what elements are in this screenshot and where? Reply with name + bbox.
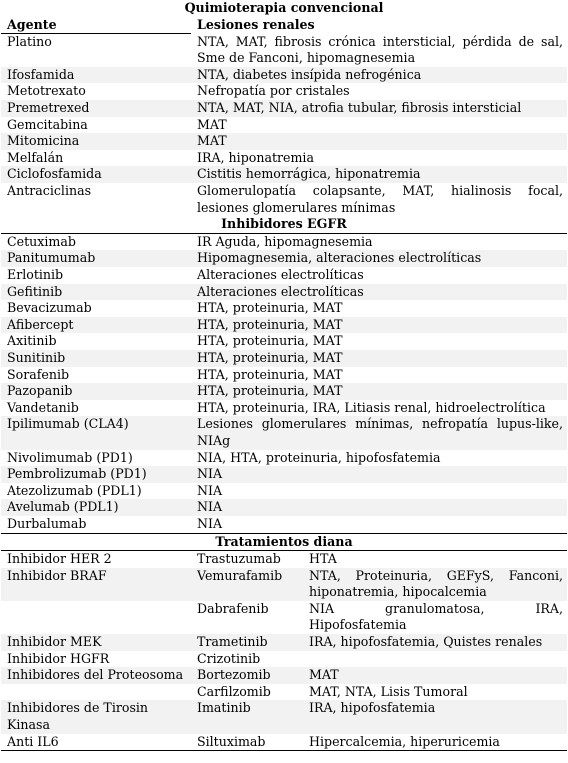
agent-cell: Antraciclinas [7, 183, 92, 199]
table-row [1, 350, 567, 367]
lesion-cell: HTA, proteinuria, MAT [191, 317, 567, 334]
table-row [1, 568, 567, 601]
agent-cell: Gemcitabina [7, 116, 88, 132]
drug-cell: Bortezomib [191, 667, 303, 684]
table-row [1, 150, 567, 167]
lesion-cell: MAT [303, 667, 567, 684]
agent-cell: Durbalumab [7, 515, 87, 531]
table-row [1, 551, 567, 568]
table-row [1, 734, 567, 751]
renal-toxicity-table [1, 0, 567, 751]
agent-cell: Erlotinib [7, 267, 64, 282]
drug-cell: Imatinib [191, 700, 303, 733]
group-cell: Inhibidor HGFR [7, 650, 110, 666]
table-title: Quimioterapia convencional [184, 0, 384, 15]
table-row [1, 300, 567, 317]
table-row [1, 317, 567, 334]
table-row [1, 233, 567, 250]
drug-cell: Carfilzomib [197, 683, 271, 699]
agent-cell: Sunitinib [1, 350, 191, 367]
header-agent: Agente [1, 17, 191, 34]
lesion-cell: HTA, proteinuria, MAT [197, 300, 343, 316]
lesion-cell: NTA, MAT, NIA, atrofia tubular, fibrosis intersticial [191, 100, 567, 117]
table-row [1, 284, 567, 301]
lesion-cell: IRA, hipofosfatemia, Quistes renales [303, 634, 567, 651]
lesion-cell: HTA, proteinuria, IRA, Litiasis renal, hidroelectrolítica [197, 399, 546, 415]
table-row [1, 601, 567, 634]
lesion-cell: NTA, Proteinuria, GEFyS, Fanconi, hiponatremia, hipocalcemia [303, 568, 567, 601]
table-row [1, 367, 567, 384]
table-row [1, 183, 567, 216]
drug-cell: Vemurafamib [191, 568, 303, 601]
lesion-cell: NTA, MAT, fibrosis crónica intersticial, pérdida de sal, Sme de Fanconi, hipomagnesemia [197, 33, 563, 66]
agent-cell: Avelumab (PDL1) [1, 499, 191, 516]
lesion-cell: MAT, NTA, Lisis Tumoral [309, 683, 468, 699]
group-cell: Anti IL6 [1, 734, 191, 751]
lesion-cell: HTA [303, 551, 567, 568]
table-row [1, 383, 567, 400]
table-row [1, 416, 567, 449]
table-row [1, 250, 567, 267]
table-row [1, 333, 567, 350]
table-row [1, 516, 567, 533]
section-title-egfr: Inhibidores EGFR [221, 216, 347, 232]
agent-cell: Vandetanib [7, 399, 79, 415]
section-title-row [1, 216, 567, 233]
lesion-cell: Lesiones glomerulares mínimas, nefropatía lupus-like, NIAg [191, 416, 567, 449]
agent-cell: Cetuximab [1, 233, 191, 250]
drug-cell: Trastuzumab [191, 551, 303, 568]
lesion-cell: Hipomagnesemia, alteraciones electrolíticas [191, 250, 567, 267]
drug-cell: Trametinib [191, 634, 303, 651]
agent-cell: Premetrexed [1, 100, 191, 117]
group-cell: Inhibidores de Tirosin Kinasa [1, 700, 191, 733]
agent-cell: Nivolimumab (PD1) [7, 449, 133, 465]
table-row [1, 83, 567, 100]
agent-cell: Mitomicina [1, 133, 191, 150]
lesion-cell: IR Aguda, hipomagnesemia [191, 233, 567, 250]
agent-cell: Pembrolizumab (PD1) [1, 466, 191, 483]
table-row [1, 700, 567, 733]
lesion-cell: Nefropatía por cristales [197, 83, 350, 99]
table-row [1, 166, 567, 183]
agent-cell: Ifosfamida [1, 67, 191, 84]
table-row [1, 651, 567, 668]
table-row [1, 67, 567, 84]
group-cell: Inhibidor MEK [1, 634, 191, 651]
group-cell: Inhibidor BRAF [1, 568, 191, 601]
lesion-cell: HTA, proteinuria, MAT [197, 366, 343, 382]
agent-cell: Pazopanib [1, 383, 191, 400]
lesion-cell: Cistitis hemorrágica, hiponatremia [191, 166, 567, 183]
lesion-cell: NIA granulomatosa, IRA, Hipofosfatemia [309, 600, 563, 633]
agent-cell: Panitumumab [1, 250, 191, 267]
table-row [1, 634, 567, 651]
agent-cell: Ipilimumab (CLA4) [1, 416, 191, 449]
lesion-cell: HTA, proteinuria, MAT [191, 383, 567, 400]
table-row [1, 100, 567, 117]
lesion-cell: MAT [197, 116, 227, 132]
table-row [1, 466, 567, 483]
table-row [1, 267, 567, 284]
lesion-cell: NIA [197, 482, 223, 498]
lesion-cell: IRA, hipofosfatemia [303, 700, 567, 733]
table-row [1, 499, 567, 516]
group-cell: Inhibidor HER 2 [1, 551, 191, 568]
agent-cell: Platino [7, 34, 52, 50]
drug-cell: Crizotinib [197, 650, 261, 666]
table-row [1, 450, 567, 467]
group-cell: Inhibidores del Proteosoma [1, 667, 191, 684]
table-body [1, 0, 567, 751]
header-row [1, 17, 567, 34]
group-cell [1, 601, 191, 634]
table-row [1, 117, 567, 134]
lesion-cell: Hipercalcemia, hiperuricemia [303, 734, 567, 751]
agent-cell: Gefitinib [1, 284, 191, 301]
lesion-cell [303, 651, 567, 668]
lesion-cell: MAT [191, 133, 567, 150]
table-row [1, 400, 567, 417]
table-row [1, 684, 567, 701]
agent-cell: Sorafenib [7, 366, 70, 382]
group-cell [1, 684, 191, 701]
agent-cell: Axitinib [7, 333, 57, 349]
lesion-cell: NIA [191, 499, 567, 516]
drug-cell: Dabrafenib [197, 600, 269, 616]
agent-cell: Metotrexato [7, 83, 86, 99]
agent-cell: Afibercept [1, 317, 191, 334]
lesion-cell: NTA, diabetes insípida nefrogénica [191, 67, 567, 84]
lesion-cell: Glomerulopatía colapsante, MAT, hialinosis focal, lesiones glomerulares mínimas [197, 183, 563, 215]
agent-cell: Ciclofosfamida [1, 166, 191, 183]
lesion-cell: HTA, proteinuria, MAT [191, 350, 567, 367]
agent-cell: Bevacizumab [7, 300, 92, 316]
lesion-cell: Alteraciones electrolíticas [191, 284, 567, 301]
lesion-cell: NIA [197, 515, 223, 531]
agent-cell: Atezolizumab (PDL1) [7, 482, 142, 498]
lesion-cell: HTA, proteinuria, MAT [197, 333, 343, 349]
table-row [1, 483, 567, 500]
drug-cell: Siltuximab [191, 734, 303, 751]
table-row [1, 34, 567, 67]
table-row [1, 133, 567, 150]
lesion-cell: Alteraciones electrolíticas [197, 267, 364, 282]
header-lesions: Lesiones renales [197, 16, 315, 32]
section-title-row [1, 0, 567, 17]
lesion-cell: IRA, hiponatremia [197, 149, 314, 165]
section-title-row [1, 533, 567, 551]
table-row [1, 667, 567, 684]
agent-cell: Melfalán [7, 149, 64, 165]
section-title-targeted: Tratamientos diana [1, 533, 567, 551]
lesion-cell: NIA, HTA, proteinuria, hipofosfatemia [197, 449, 441, 465]
lesion-cell: NIA [191, 466, 567, 483]
